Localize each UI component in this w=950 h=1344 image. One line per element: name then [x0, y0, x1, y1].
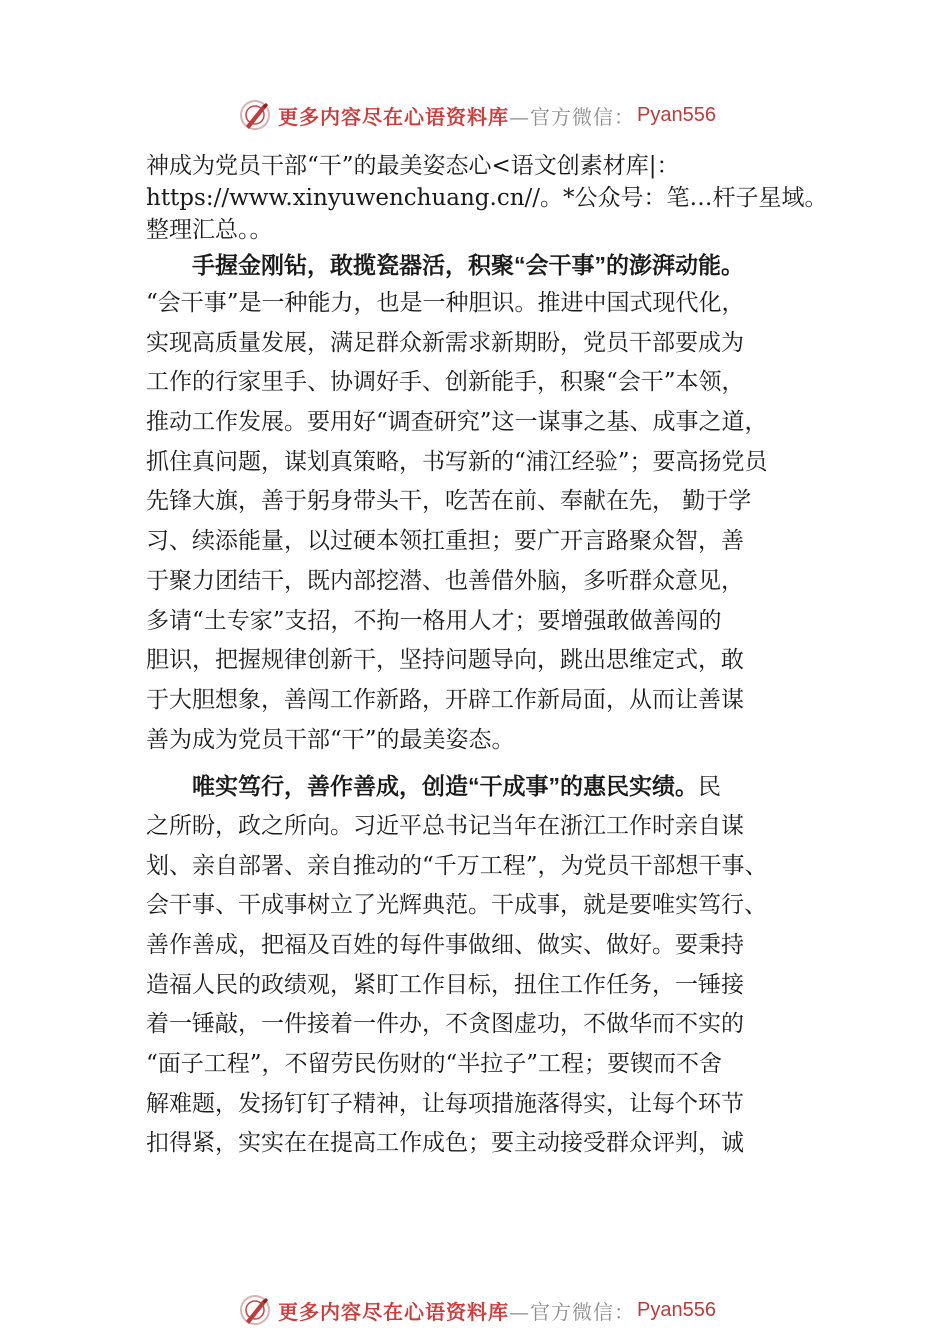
text-line: 先锋大旗，善于躬身带头干，吃苦在前、奉献在先， 勤于学 — [146, 488, 752, 515]
header-banner — [238, 97, 716, 133]
text-line: 造福人民的政绩观，紧盯工作目标，扭住工作任务，一锤接 — [146, 971, 744, 998]
text-line: 习、续添能量，以过硬本领扛重担；要广开言路聚众智，善 — [146, 528, 744, 555]
banner-wechat-id: Pyan556 — [637, 1298, 716, 1321]
text-line: 着一锤敲，一件接着一件办，不贪图虚功，不做华而不实的 — [146, 1011, 744, 1038]
section-heading-1: 手握金刚钻，敢揽瓷器活，积聚“会干事”的澎湃动能。 — [192, 252, 744, 278]
pen-logo-icon — [238, 1293, 272, 1327]
text-line: 推动工作发展。要用好“调查研究”这一谋事之基、成事之道， — [146, 409, 768, 436]
text-line: 工作的行家里手、协调好手、创新能手，积聚“会干”本领， — [146, 369, 745, 396]
section-heading-2: 唯实笃行，善作善成，创造“干成事”的惠民实绩。 — [192, 773, 698, 800]
text-line: 善为成为党员干部“干”的最美姿态。 — [146, 726, 515, 753]
text-line: 于大胆想象，善闯工作新路，开辟工作新局面，从而让善谋 — [146, 686, 744, 713]
text-line: 于聚力团结干，既内部挖潜、也善借外脑，多听群众意见， — [146, 567, 744, 594]
text-line: 整理汇总。。 — [146, 217, 273, 243]
banner-title: 更多内容尽在心语资料库 — [278, 104, 509, 129]
text-line: “会干事”是一种能力，也是一种胆识。推进中国式现代化， — [146, 290, 745, 316]
banner-title: 更多内容尽在心语资料库 — [278, 1299, 509, 1324]
text-line: 神成为党员干部“干”的最美姿态心<语文创素材库|： — [146, 153, 680, 179]
banner-wechat-id: Pyan556 — [637, 103, 716, 126]
text-line: 会干事、干成事树立了光辉典范。干成事，就是要唯实笃行、 — [146, 892, 767, 919]
text-line: 解难题，发扬钉钉子精神，让每项措施落得实，让每个环节 — [146, 1090, 744, 1117]
text-fragment: 民 — [698, 774, 721, 801]
text-line: 善作善成，把福及百姓的每件事做细、做实、做好。要秉持 — [146, 932, 744, 958]
pen-logo-icon — [238, 98, 272, 132]
text-line: 抓住真问题，谋划真策略，书写新的“浦江经验”；要高扬党员 — [146, 448, 768, 475]
text-line: 多请“土专家”支招，不拘一格用人才；要增强敢做善闯的 — [146, 607, 722, 634]
section-heading-2-line — [146, 767, 846, 807]
text-line: 实现高质量发展，满足群众新需求新期盼，党员干部要成为 — [146, 329, 744, 356]
banner-wechat-label: —官方微信： — [509, 1299, 635, 1324]
text-line: https://www.xinyuwenchuang.cn//。*公众号：笔…杆子星域。 — [146, 185, 828, 211]
text-line: 扣得紧，实实在在提高工作成色；要主动接受群众评判，诚 — [146, 1130, 744, 1157]
banner-wechat-label: —官方微信： — [509, 104, 635, 129]
text-line: 之所盼，政之所向。习近平总书记当年在浙江工作时亲自谋 — [146, 812, 744, 839]
text-line: 划、亲自部署、亲自推动的“千万工程”，为党员干部想干事、 — [146, 852, 768, 879]
footer-banner — [238, 1292, 716, 1328]
text-line: “面子工程”，不留劳民伤财的“半拉子”工程；要锲而不舍 — [146, 1051, 723, 1078]
text-line: 胆识，把握规律创新干，坚持问题导向，跳出思维定式，敢 — [146, 647, 744, 674]
document-body — [146, 150, 846, 1164]
